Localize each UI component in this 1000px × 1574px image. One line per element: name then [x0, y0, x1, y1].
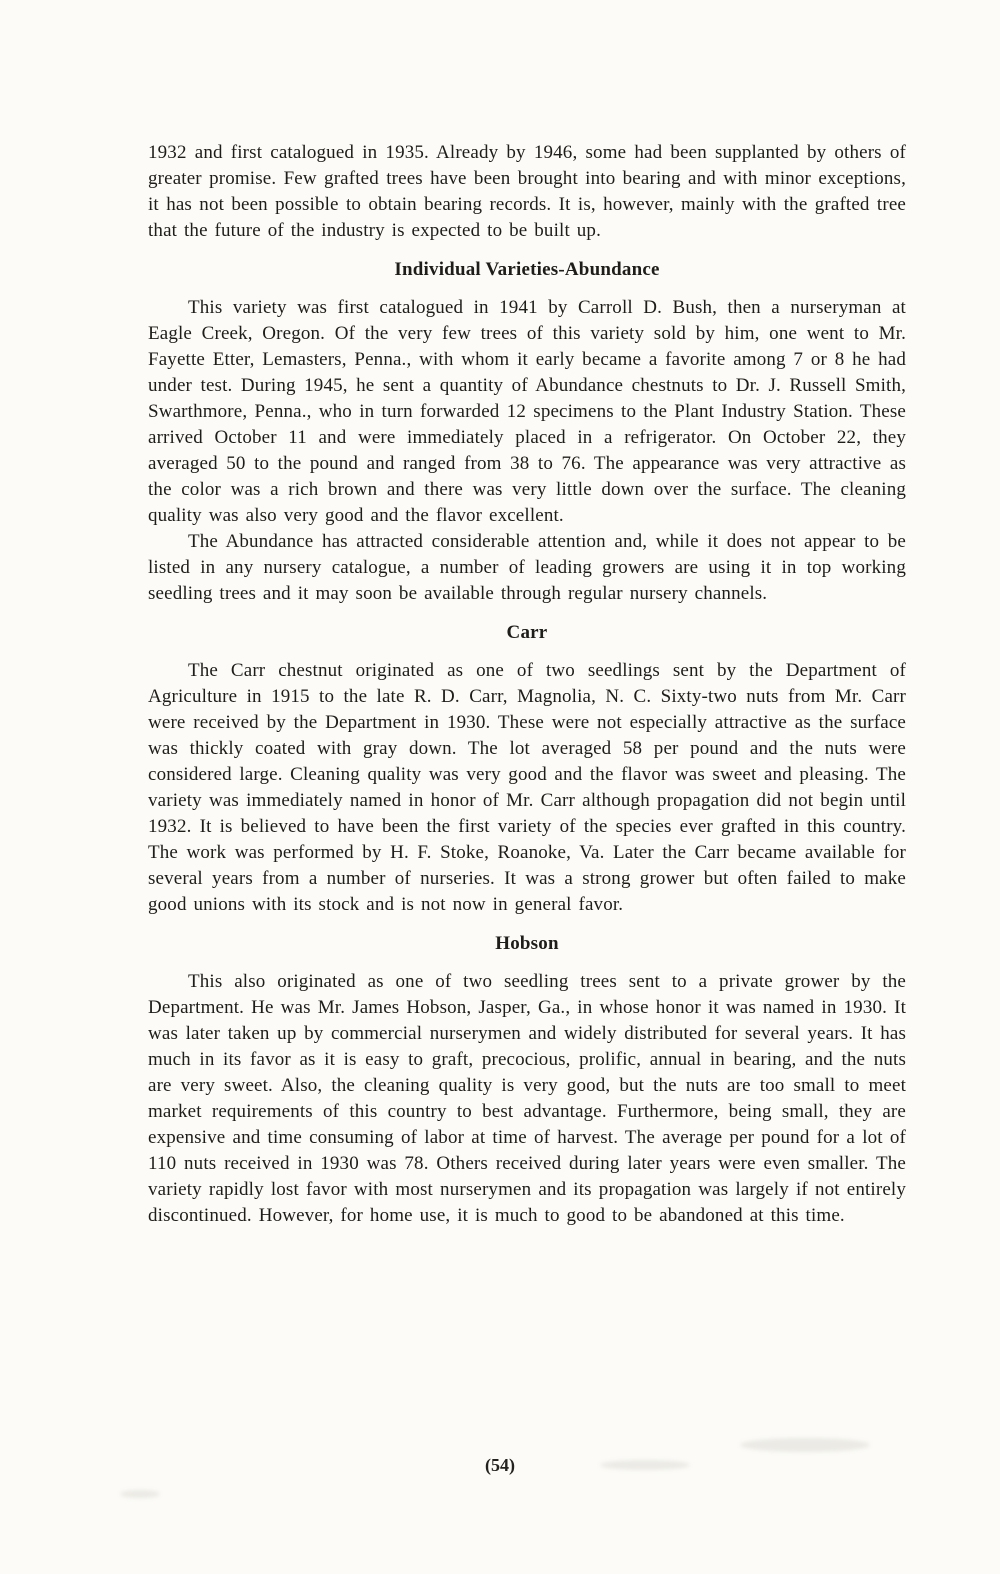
section-heading-individual-varieties-abundance: Individual Varieties-Abundance [394, 259, 660, 280]
scan-smudge [120, 1490, 160, 1498]
paragraph-abundance-history: This variety was first catalogued in 1941 by Carroll D. Bush, then a nurseryman at Eagle Creek, Oregon. Of the very few trees of this variety sold by him, one went to Mr. Fayette Etter, Lemasters, Penna., with whom it early became a favorite among 7 or 8 he had under test. During 1945, he sent a quantity of Abundance chestnuts to Dr. J. Russell Smith, Swarthmore, Penna., who in turn forwarded 12 specimens to the Plant Industry Station. These arrived October 11 and were immediately placed in a refrigerator. On October 22, they averaged 50 to the pound and ranged from 38 to 76. The appearance was very attractive as the color was a rich brown and there was very little down over the surface. The cleaning quality was also very good and the flavor excellent. [148, 297, 906, 526]
scan-smudge [740, 1438, 870, 1452]
text-block [148, 140, 906, 1229]
section-heading-hobson: Hobson [495, 933, 559, 954]
scan-smudge [600, 1460, 690, 1470]
paragraph-abundance-attention: The Abundance has attracted considerable attention and, while it does not appear to be listed in any nursery catalogue, a number of leading growers are using it in top working seedling trees and it may soon be available through regular nursery channels. [148, 531, 906, 604]
section-heading-carr: Carr [506, 622, 548, 643]
page-number: (54) [485, 1455, 515, 1475]
paragraph-hobson: This also originated as one of two seedling trees sent to a private grower by the Department. He was Mr. James Hobson, Jasper, Ga., in whose honor it was named in 1930. It was later taken up by commercial nurserymen and widely distributed for several years. It has much in its favor as it is easy to graft, precocious, prolific, annual in bearing, and the nuts are very sweet. Also, the cleaning quality is very good, but the nuts are too small to meet market requirements of this country to best advantage. Furthermore, being small, they are expensive and time consuming of labor at time of harvest. The average per pound for a lot of 110 nuts received in 1930 was 78. Others received during later years were even smaller. The variety rapidly lost favor with most nurserymen and its propagation was largely if not entirely discontinued. However, for home use, it is much to good to be abandoned at this time. [148, 971, 906, 1226]
paragraph-intro-continuation: 1932 and first catalogued in 1935. Already by 1946, some had been supplanted by others of greater promise. Few grafted trees have been brought into bearing and with minor exceptions, it has not been possible to obtain bearing records. It is, however, mainly with the grafted tree that the future of the industry is expected to be built up. [148, 142, 906, 241]
paragraph-carr: The Carr chestnut originated as one of two seedlings sent by the Department of Agriculture in 1915 to the late R. D. Carr, Magnolia, N. C. Sixty-two nuts from Mr. Carr were received by the Department in 1930. These were not especially attractive as the surface was thickly coated with gray down. The lot averaged 58 per pound and the nuts were considered large. Cleaning quality was very good and the flavor was sweet and pleasing. The variety was immediately named in honor of Mr. Carr although propagation did not begin until 1932. It is believed to have been the first variety of the species ever grafted in this country. The work was performed by H. F. Stoke, Roanoke, Va. Later the Carr became available for several years from a number of nurseries. It was a strong grower but often failed to make good unions with its stock and is not now in general favor. [148, 660, 906, 915]
